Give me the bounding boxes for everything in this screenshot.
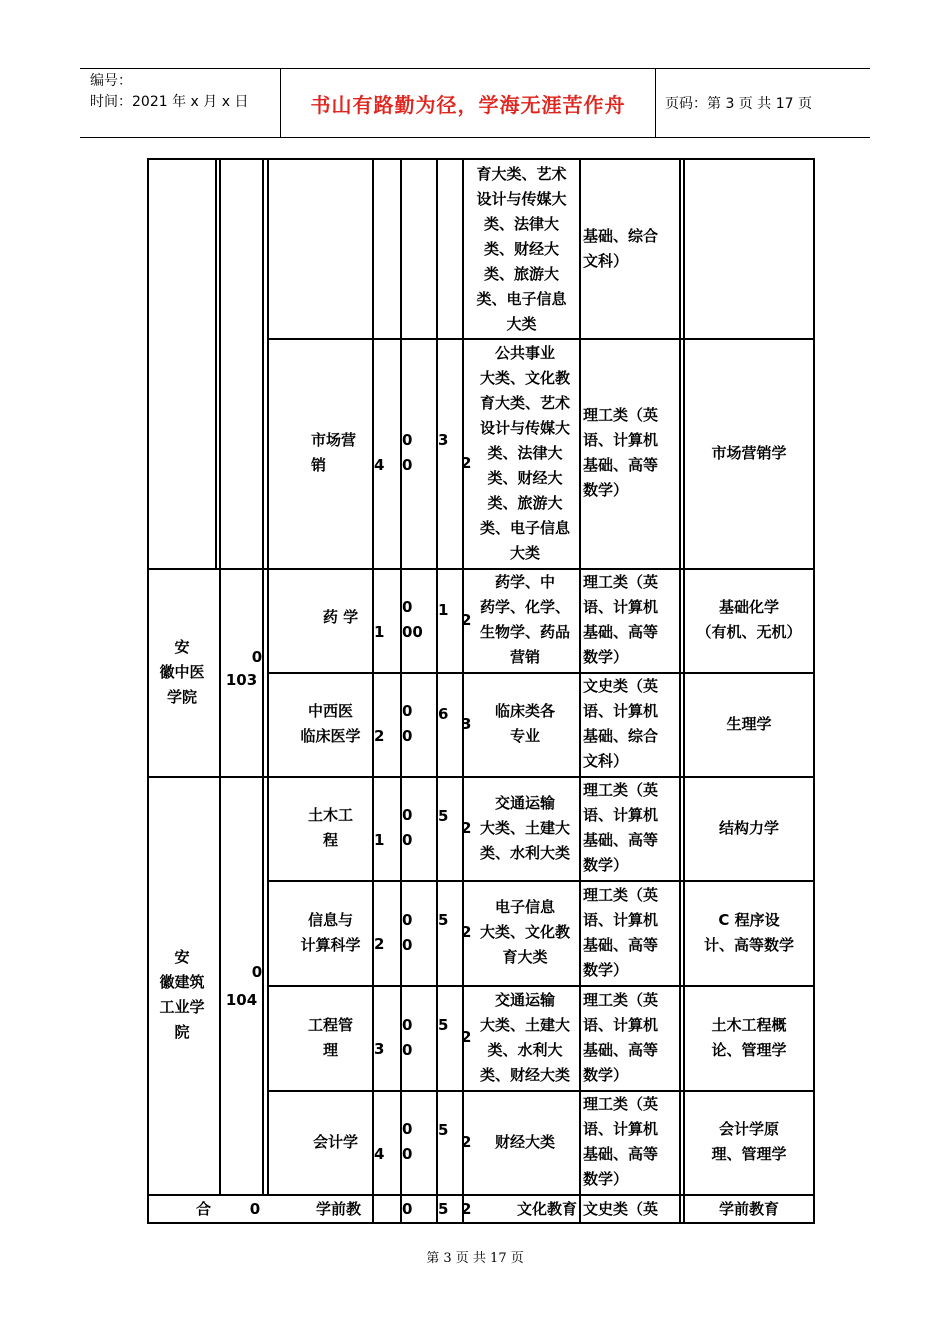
page-header [80,68,870,138]
major-cell: 工程管 理 [307,1015,353,1059]
plan-cell: 3 [374,1040,385,1058]
page-footer: 第 3 页 共 17 页 [426,1251,524,1266]
count-cell: 5 [438,807,449,825]
major-cell: 会计学 [312,1132,358,1151]
scope-cell: 交通运输 大类、土建大 类、水利大 类、财经大类 [479,990,570,1084]
subject-cell: 生理学 [726,714,772,733]
grid-line [579,160,581,1222]
count-cell: 1 [438,601,449,619]
subject-cell: 学前教育 [718,1199,779,1218]
major-cell: 土木工 程 [307,806,353,849]
count-cell: 0 0 [402,431,413,474]
count-cell: 0 0 [402,1120,413,1163]
grid-line [436,160,438,1222]
scope-cell: 药学、中 药学、化学、 生物学、药品 营销 [479,573,570,666]
header-meta [90,71,248,113]
count-cell: 2 [461,818,472,837]
school-name: 合 [195,1199,211,1218]
plan-cell: 2 [374,935,385,953]
count-cell: 5 [438,1016,449,1034]
header-divider [280,69,281,137]
school-code-suffix: 0 [251,962,263,981]
scope-cell: 交通运输 大类、土建大 类、水利大类 [479,793,570,862]
grid-line [262,160,264,1194]
admissions-table [147,158,815,1224]
count-cell: 2 [461,1132,472,1151]
plan-cell: 4 [374,455,385,474]
grid-line [215,160,217,570]
major-cell: 信息与 计算科学 [300,910,361,954]
school-name: 安 徽中医 学院 [159,637,205,706]
count-cell: 5 [438,1199,449,1218]
count-cell: 0 0 [402,806,413,849]
school-code-suffix: 0 [249,1199,261,1218]
subject-cell: 土木工程概 论、管理学 [711,1015,787,1059]
scope-cell: 电子信息 大类、文化教 育大类 [479,898,570,966]
scope-cell: 财经大类 [494,1132,555,1151]
count-cell: 6 [438,705,449,723]
plan-cell: 1 [374,830,385,849]
exam-cell: 理工类（英 语、计算机 基础、高等 数学） [583,573,659,666]
count-cell: 0 0 [402,1015,413,1059]
count-cell: 0 00 [402,598,423,641]
scope-cell: 公共事业 大类、文化教 育大类、艺术 设计与传媒大 类、法律大 类、财经大 类、旅游大 类、电子信息 大类 [479,343,570,562]
count-cell: 5 [438,1121,449,1139]
count-cell: 2 [461,1199,472,1218]
header-motto: 书山有路勤为径，学海无涯苦作舟 [310,93,626,117]
scope-cell: 临床类各 专业 [494,702,555,745]
header-divider [655,69,656,137]
count-cell: 0 [402,1199,413,1218]
exam-cell: 理工类（英 语、计算机 基础、高等 数学） [583,990,659,1084]
subject-cell: 基础化学 （有机、无机） [696,598,802,641]
count-cell: 0 0 [402,910,413,954]
exam-cell: 理工类（英 语、计算机 基础、高等 数学） [583,781,659,874]
count-cell: 3 [438,431,449,449]
exam-cell: 基础、综合 文科） [583,227,659,270]
scope-cell: 文化教育 [516,1199,577,1218]
major-cell: 中西医 临床医学 [300,702,361,745]
plan-cell: 1 [374,622,385,641]
count-cell: 0 0 [402,702,413,745]
major-cell: 学前教 [315,1199,361,1218]
school-code: 104 [225,990,258,1009]
plan-cell: 2 [374,726,385,745]
exam-cell: 理工类（英 语、计算机 基础、高等 数学） [583,406,659,499]
plan-cell: 4 [374,1144,385,1163]
exam-cell: 理工类（英 语、计算机 基础、高等 数学） [583,1095,659,1188]
exam-cell: 文史类（英 [583,1199,659,1218]
scope-cell: 育大类、艺术 设计与传媒大 类、法律大 类、财经大 类、旅游大 类、电子信息 大类 [476,164,567,333]
school-name: 安 徽建筑 工业学 院 [159,948,205,1041]
count-cell: 2 [461,610,472,629]
subject-cell: 结构力学 [718,818,779,837]
major-cell: 市场营 销 [311,431,357,474]
subject-cell: 会计学原 理、管理学 [711,1120,787,1163]
count-cell: 2 [461,923,472,941]
exam-cell: 理工类（英 语、计算机 基础、高等 数学） [583,885,659,979]
count-cell: 2 [461,1028,472,1046]
count-cell: 2 [461,453,472,472]
count-cell: 3 [461,714,472,733]
major-cell: 药 学 [322,607,359,626]
school-code-suffix: 0 [251,647,263,666]
time-label: 时间：2021 年 x 月 x 日 [90,94,249,110]
subject-cell: 市场营销学 [711,443,787,462]
exam-cell: 文史类（英 语、计算机 基础、综合 文科） [583,677,659,770]
count-cell: 5 [438,911,449,929]
subject-cell: C 程序设 计、高等数学 [703,910,794,954]
grid-line [679,160,681,1222]
number-label: 编号： [90,73,132,89]
school-code: 103 [225,670,258,689]
header-page-info: 页码：第 3 页 共 17 页 [665,96,812,112]
